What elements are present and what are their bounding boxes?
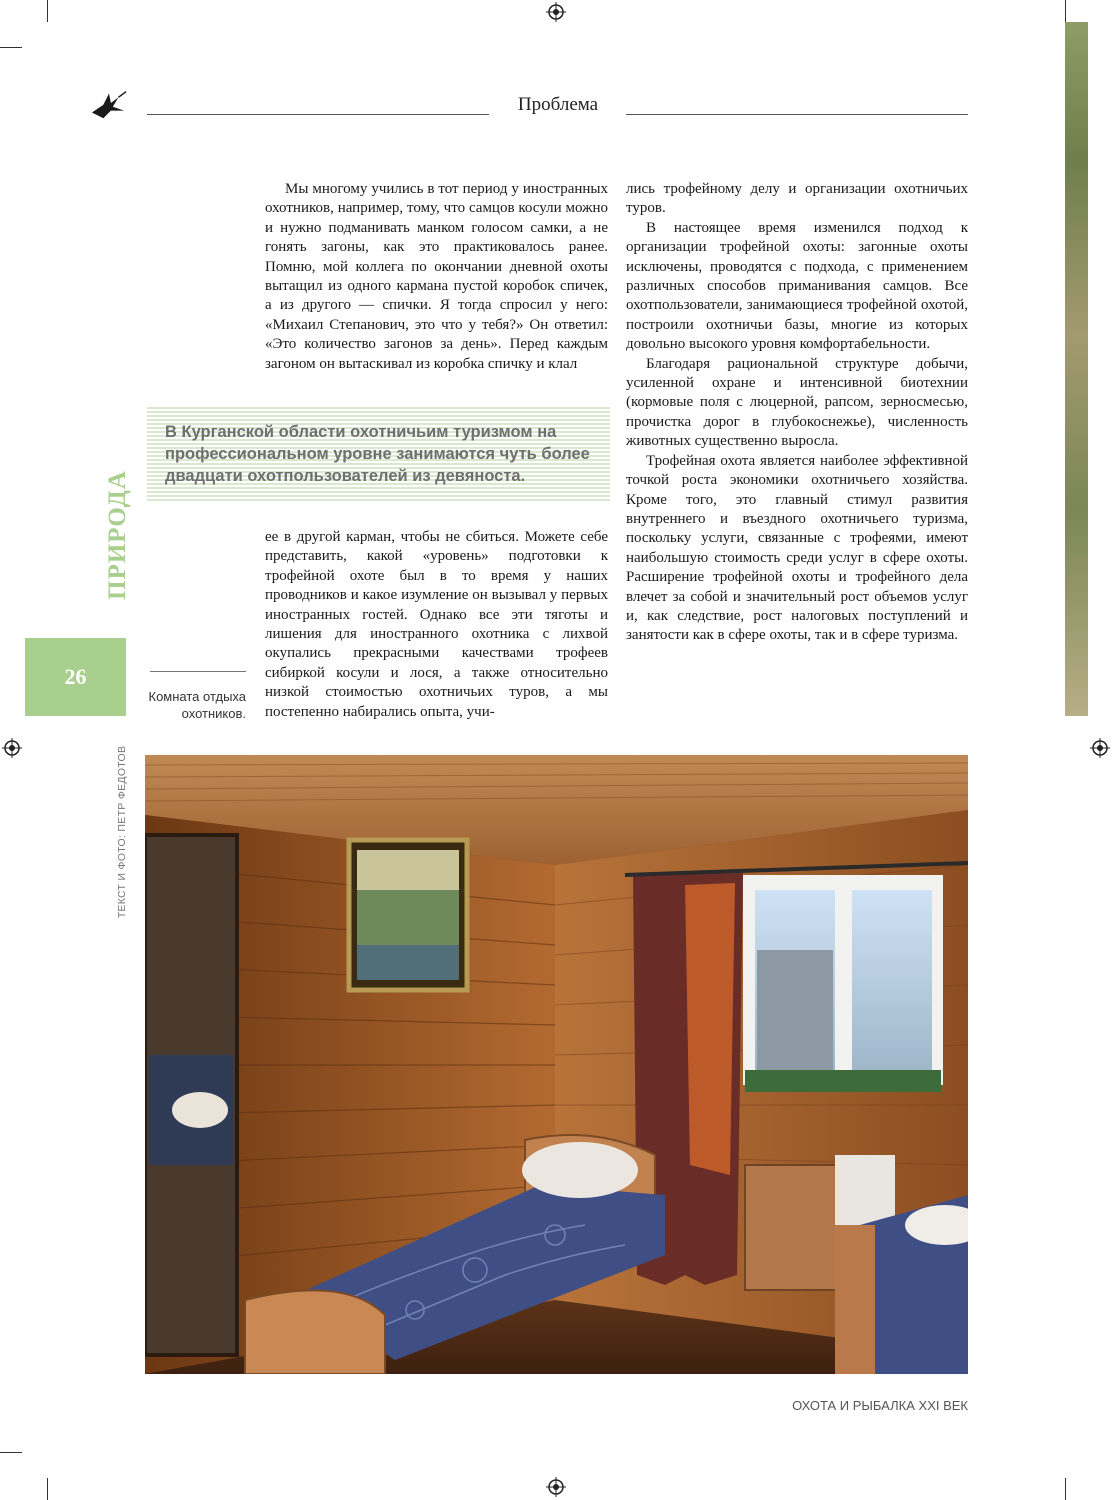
bleed-photo-strip: [1065, 22, 1088, 716]
pull-quote: В Курганской области охотничьим туризмом на профессиональном уровне занимаются чуть более двадцати охотпользователей из девяноста.: [165, 423, 590, 485]
header-rule-right: [626, 114, 968, 115]
crop-mark: [47, 0, 48, 22]
photo-caption: Комната отдыха охотников.: [148, 689, 246, 721]
registration-mark-icon: [2, 738, 22, 758]
paragraph: Благодаря рациональной структуре добычи, усиленной охране и интенсивной биотехнии (кормовые поля с люцерной, рапсом, зерносмесью, прочистка дорог в глубокоснежье), численность животных существенно выросла.: [626, 355, 968, 450]
room-photo: [145, 755, 968, 1374]
section-label-vertical: [98, 465, 138, 605]
article-column-1-top: [265, 180, 608, 374]
page-number-box: [25, 638, 126, 716]
page-number: 26: [64, 664, 87, 689]
paragraph: Трофейная охота является наиболее эффективной точкой роста экономики охотничьего хозяйства. Кроме того, это главный стимул развития внутреннего и въездного охотничьего туризма, поскольку услуги, связанные с трофеями, имеют наибольшую стоимость среди услуг в сфере охоты. Расширение трофейной охоты и трофейного дела влечет за собой и значительный рост объемов услуг и, как следствие, рост налоговых поступлений и занятости как в сфере охоты, так и в сфере туризма.: [626, 452, 968, 644]
caption-rule: [150, 671, 246, 672]
hummingbird-icon: [90, 84, 128, 122]
paragraph: В настоящее время изменился подход к организации трофейной охоты: загонные охоты исключены, проводятся с подхода, с применением различных способов приманивания самцов. Все охотпользователи, занимающиеся трофейной охотой, построили охотничьи базы, многие из которых довольно высокого уровня комфортабельности.: [626, 219, 968, 353]
room-photo-drawing: [145, 755, 968, 1374]
credit-text: ТЕКСТ И ФОТО: ПЕТР ФЕДОТОВ: [116, 745, 128, 919]
crop-mark: [1065, 1478, 1066, 1500]
registration-mark-icon: [546, 1477, 566, 1497]
magazine-footer: ОХОТА И РЫБАЛКА XXI ВЕК: [792, 1398, 968, 1413]
article-column-2: [626, 180, 968, 646]
registration-mark-icon: [1090, 738, 1110, 758]
crop-mark: [0, 47, 22, 48]
crop-mark: [1065, 0, 1066, 22]
registration-mark-icon: [546, 2, 566, 22]
paragraph: ее в другой карман, чтобы не сбиться. Можете себе представить, какой «уровень» подготовки к трофейной охоте был в то время у наших проводников и какое изумление он вызывал у первых иностранных гостей. Однако все эти тяготы и лишения для иностранного охотника с лихвой окупались прекрасными качествами трофеев сибиркой косули и лося, а также относительно низкой стоимостью охотничьих туров, а мы постепенно набирались опыта, учи-: [265, 529, 608, 720]
paragraph: лись трофейному делу и организации охотничьих туров.: [626, 181, 968, 217]
section-title: Проблема: [517, 94, 599, 115]
paragraph: Мы многому учились в тот период у иностранных охотников, например, тому, что самцов косули можно и нужно подманивать манком голосом самки, а не гонять загоны, как это практиковалось ранее. Помню, мой коллега по окончании дневной охоты вытащил из одного кармана пустой коробок спичек, а из другого — спички. Я тогда спросил у него: «Михаил Степанович, это что у тебя?» Он ответил: «Это количество загонов за день». Перед каждым загоном он вытаскивал из коробка спичку и клал: [265, 181, 608, 372]
section-label-text: ПРИРОДА: [104, 470, 131, 600]
credit-vertical: [104, 745, 140, 919]
header-rule-left: [147, 114, 489, 115]
crop-mark: [47, 1478, 48, 1500]
article-column-1-bottom: [265, 528, 608, 722]
crop-mark: [0, 1452, 22, 1453]
